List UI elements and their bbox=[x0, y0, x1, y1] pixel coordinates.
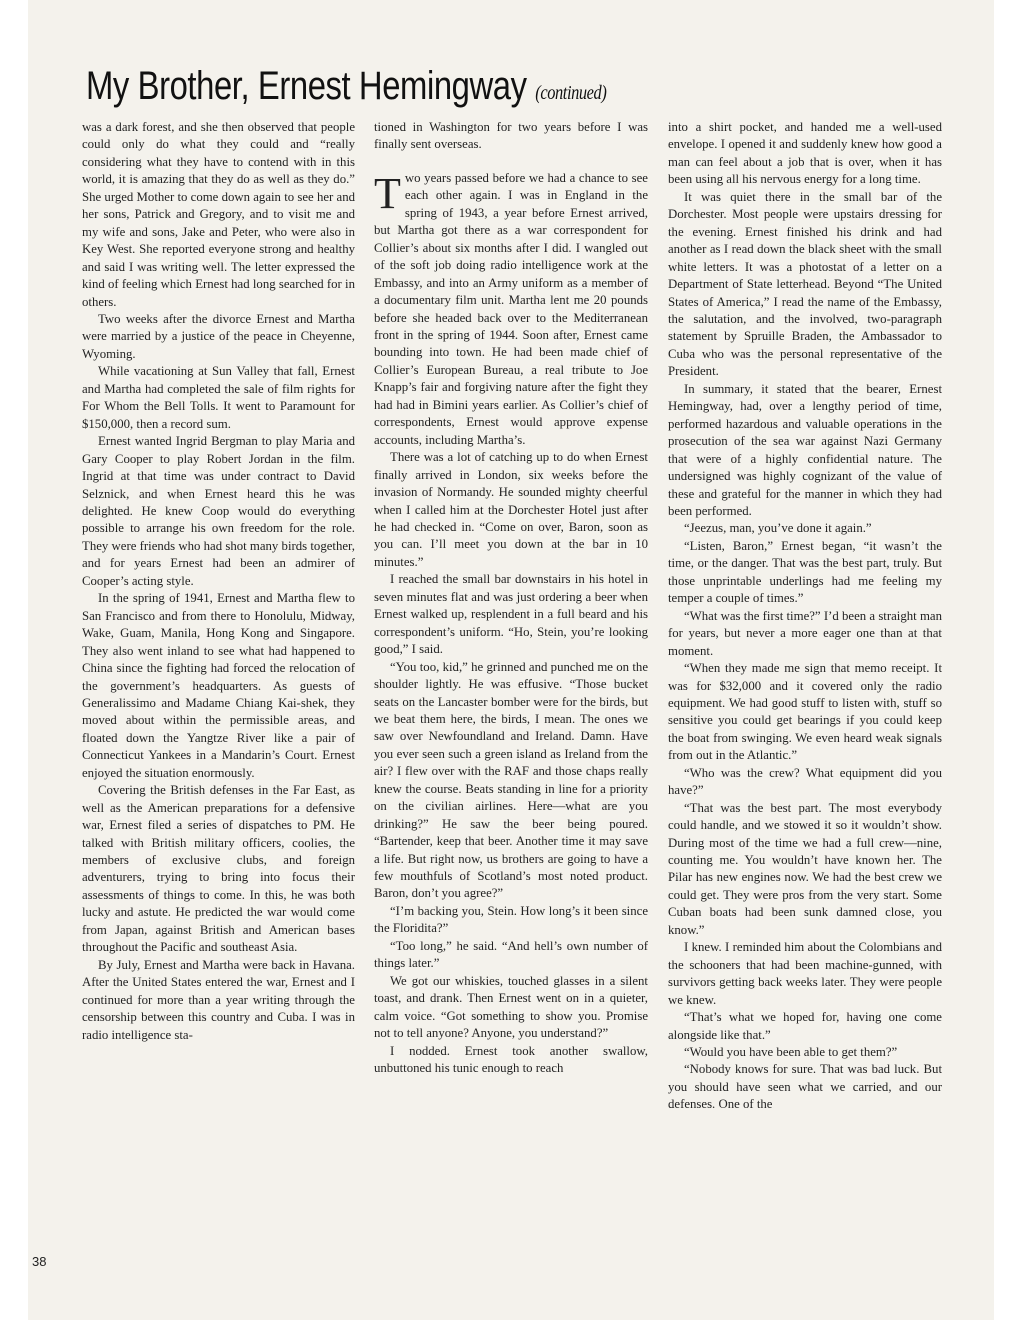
paragraph: There was a lot of catching up to do when Ernest finally arrived in London, six weeks before the invasion of Normandy. He sounded mighty cheerful when I called him at the Dorchester Hotel just after he had checked in. “Come on over, Baron, soon as you can. I’ll meet you down at the bar in 10 minutes.” bbox=[374, 450, 648, 569]
paragraph: While vacationing at Sun Valley that fall, Ernest and Martha had completed the sale of film rights for For Whom the Bell Tolls. It went to Paramount for $150,000, then a record sum. bbox=[82, 364, 355, 431]
paragraph: “Jeezus, man, you’ve done it again.” bbox=[684, 521, 872, 536]
paragraph: We got our whiskies, touched glasses in a silent toast, and drank. Then Ernest went on in a quieter, calm voice. “Got something to show you. Promise not to tell anyone? Anyone, you understand?” bbox=[374, 973, 648, 1041]
page-number: 38 bbox=[32, 1254, 47, 1269]
paragraph: “That was the best part. The most everybody could handle, and we stowed it so it wouldn’t show. During most of the time we had a full crew—nine, counting me. You wouldn’t have known her. The Pilar has new engines now. We had the best crew we could get. They were pros from the very start. Some Cuban boats had been sunk damned close, you know.” bbox=[668, 800, 942, 937]
paragraph: “Who was the crew? What equipment did you have?” bbox=[668, 765, 942, 798]
paragraph: Covering the British defenses in the Far East, as well as the American preparations for a defensive war, Ernest filed a series of dispatches to PM. He talked with British military officers, coolies, the members of exclusive clubs, and foreign adventurers, trying to bring into focus their assessments of things to come. In this, he was both lucky and astute. He predicted the war would come from Japan, against British and American bases throughout the Pacific and southeast Asia. bbox=[82, 783, 355, 955]
paragraph: into a shirt pocket, and handed me a well-used envelope. I opened it and suddenly knew how good a man can feel about a job that is over, when it has been using all his nervous energy for a long time. bbox=[668, 120, 942, 187]
paragraph: I reached the small bar downstairs in his hotel in seven minutes flat and was just ordering a beer when Ernest walked up, resplendent in a full beard and his correspondent’s uniform. “Ho, Stein, you’re looking good,” I said. bbox=[374, 572, 648, 657]
paragraph: “That’s what we hoped for, having one come alongside like that.” bbox=[668, 1010, 942, 1042]
paragraph: “What was the first time?” I’d been a straight man for years, but never a more eager one than at that moment. bbox=[668, 608, 942, 658]
text-column-2 bbox=[374, 119, 648, 1077]
paragraph: “You too, kid,” he grinned and punched me on the shoulder lightly. He was effusive. “Those bucket seats on the Lancaster bomber were for the birds, but we beat them here, the birds, I mean. The ones we saw over Newfoundland and Ireland. Damn. Have you ever seen such a green island as Ireland from the air? I flew over with the RAF and those chaps really knew the course. Beats standing in line for a priority on the civilian airlines. Here—what are you drinking?” He saw the beer being poured. “Bartender, keep that beer. Another time it may save a life. But right now, us brothers are going to have a few mouthfuls of Scotland’s most noted product. Baron, don’t you agree?” bbox=[374, 659, 648, 901]
paragraph: In summary, it stated that the bearer, Ernest Hemingway, had, over a lengthy period of time, performed hazardous and valuable operations in the prosecution of the sea war against Nazi Germany that were of a highly confidential nature. The undersigned was highly cognizant of the value of these and grateful for the manner in which they had been performed. bbox=[668, 381, 942, 518]
paragraph: Ernest wanted Ingrid Bergman to play Maria and Gary Cooper to play Robert Jordan in the film. Ingrid at that time was under contract to David Selznick, and when Ernest heard this he was delighted. He knew Coop would do everything possible to arrange his own freedom for the role. They were friends who had shot many birds together, and for years Ernest had been an admirer of Cooper’s acting style. bbox=[82, 434, 355, 588]
drop-cap-paragraph bbox=[374, 170, 648, 449]
paragraph: was a dark forest, and she then observed that people could only do what they could and “really considering what they have to contend with in this world, it is amazing that they do as well as they do.” She urged Mother to come down again to see her and her sons, Patrick and Gregory, and to visit me and my wife and sons, Jake and Peter, who were also in Key West. She reported everyone strong and healthy and said I was writing well. The letter expressed the kind of feeling which Ernest had long searched for in others. bbox=[82, 120, 355, 309]
title-text: My Brother, Ernest Hemingway bbox=[86, 64, 527, 108]
paragraph: “Too long,” he said. “And hell’s own number of things later.” bbox=[374, 938, 648, 971]
paragraph: “When they made me sign that memo receipt. It was for $32,000 and it covered only the radio equipment. We had good stuff to listen with, stuff so sensitive you could get bearings if you could keep the boat from swinging. We even heard weak signals from out in the Atlantic.” bbox=[668, 661, 942, 763]
paragraph: tioned in Washington for two years before I was finally sent overseas. bbox=[374, 120, 648, 152]
paragraph: “Would you have been able to get them?” bbox=[684, 1045, 898, 1060]
paragraph: Two weeks after the divorce Ernest and Martha were married by a justice of the peace in Cheyenne, Wyoming. bbox=[82, 311, 355, 361]
paragraph: I nodded. Ernest took another swallow, unbuttoned his tunic enough to reach bbox=[374, 1043, 648, 1076]
drop-cap-rest: wo years passed before we had a chance to see each other again. I was in England in the spring of 1943, a year before Ernest arrived, but Martha got there as a war correspondent for Collier’s about six months after I did. I wangled out of the soft job doing radio intelligence work at the Embassy, and into an Army uniform as a member of a documentary film unit. Martha lent me 20 pounds before she headed back over to the Mediterranean front in the spring of 1944. Soon after, Ernest came bounding into town. He had been made chief of Collier’s European Bureau, a real tribute to Joe Knapp’s fair and forgiving nature after the fight they had had in Bimini years earlier. As Collier’s chief of correspondents, Ernest would approve expense accounts, including Martha’s. bbox=[374, 170, 648, 447]
paragraph: By July, Ernest and Martha were back in Havana. After the United States entered the war, Ernest and I continued for more than a year writing through the censorship between this country and Cuba. I was in radio intelligence sta- bbox=[82, 957, 355, 1042]
paragraph: “Nobody knows for sure. That was bad luck. But you should have seen what we carried, and our defenses. One of the bbox=[668, 1062, 942, 1112]
paragraph: I knew. I reminded him about the Colombians and the schooners that had been machine-gunned, with survivors getting back weeks later. They were people we knew. bbox=[668, 940, 942, 1007]
drop-cap: T bbox=[374, 168, 401, 218]
paragraph: It was quiet there in the small bar of the Dorchester. Most people were upstairs dressing for the evening. Ernest finished his drink and had another as I read down the black sheet with the small white letters. It was a photostat of a letter on a Department of State letterhead. Beyond “The United States of America,” I read the name of the Embassy, the salutation, and the involved, two-paragraph statement by Spruille Braden, the Ambassador to Cuba who was the personal representative of the President. bbox=[668, 189, 942, 379]
paragraph: “Listen, Baron,” Ernest began, “it wasn’t the time, or the danger. That was the best part, truly. But those unprintable underlings had me feeling my temper a couple of times.” bbox=[668, 538, 942, 606]
continued-label: (continued) bbox=[535, 82, 607, 104]
text-column-1 bbox=[82, 119, 355, 1044]
paragraph: In the spring of 1941, Ernest and Martha flew to San Francisco and from there to Honolulu, Midway, Wake, Guam, Manila, Hong Kong and Singapore. They also went inland to see what had happened to China since the fighting had forced the relocation of the government’s headquarters. As guests of Generalissimo and Madame Chiang Kai-shek, they moved about within the permissible areas, and floated down the Yangtze River like a pair of Connecticut Yankees in a Mandarin’s Court. Ernest enjoyed the situation enormously. bbox=[82, 591, 355, 780]
paragraph: “I’m backing you, Stein. How long’s it been since the Floridita?” bbox=[374, 903, 648, 936]
article-title bbox=[86, 60, 606, 119]
text-column-3 bbox=[668, 119, 942, 1114]
